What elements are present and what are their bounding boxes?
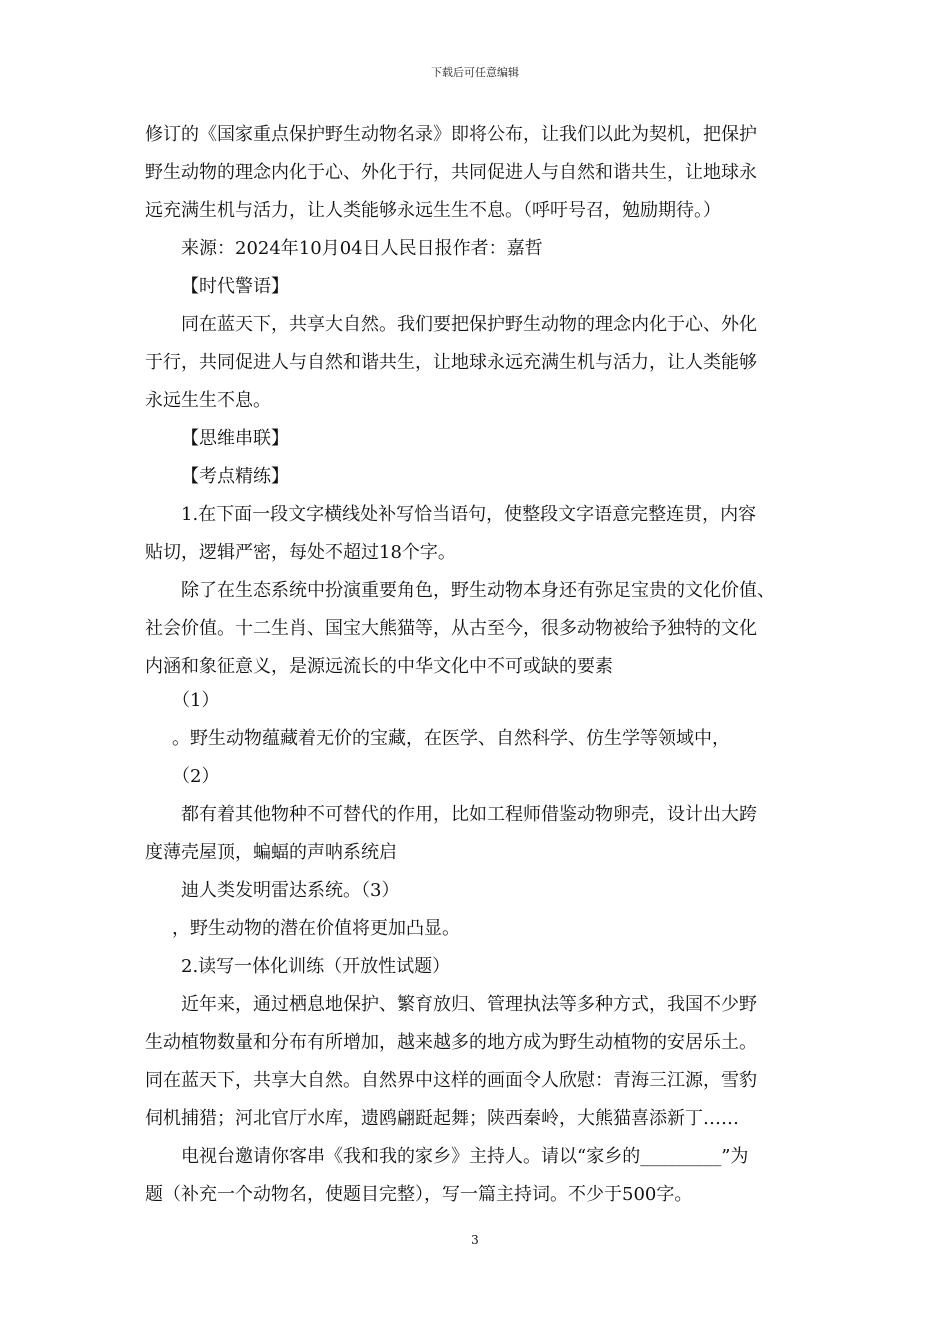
blank-marker: （2） (172, 766, 220, 787)
body-line: 野生动物的理念内化于心、外化于行，共同促进人与自然和谐共生，让地球永 (145, 162, 757, 183)
body-line: ，野生动物的潜在价值将更加凸显。 (172, 918, 460, 939)
page-header: 下载后可任意编辑 (431, 66, 519, 79)
body-line: 永远生生不息。 (145, 390, 271, 411)
body-line: 远充满生机与活力，让人类能够永远生生不息。（呼吁号召，勉励期待。） (145, 200, 721, 221)
body-line: 电视台邀请你客串《我和我的家乡》主持人。请以“家乡的_________”为 (181, 1146, 749, 1167)
body-line: 修订的《国家重点保护野生动物名录》即将公布，让我们以此为契机，把保护 (145, 124, 757, 145)
question-line: 贴切，逻辑严密，每处不超过18个字。 (145, 542, 456, 563)
question-line: 2.读写一体化训练（开放性试题） (181, 956, 451, 977)
body-line: 伺机捕猎；河北官厅水库，遗鸥翩跹起舞；陕西秦岭，大熊猫喜添新丁…… (145, 1108, 739, 1129)
section-heading: 【考点精练】 (181, 466, 289, 487)
body-line: 迪人类发明雷达系统。（3） (181, 880, 400, 901)
body-line: 题（补充一个动物名，使题目完整），写一篇主持词。不少于500字。 (145, 1184, 693, 1205)
body-line: 同在蓝天下，共享大自然。我们要把保护野生动物的理念内化于心、外化 (181, 314, 757, 335)
body-line: 内涵和象征意义，是源远流长的中华文化中不可或缺的要素 (145, 656, 613, 677)
source-line: 来源：2024年10月04日人民日报作者：嘉哲 (181, 238, 543, 259)
body-line: 都有着其他物种不可替代的作用，比如工程师借鉴动物卵壳，设计出大跨 (181, 804, 757, 825)
section-heading: 【思维串联】 (181, 428, 289, 449)
body-line: 于行，共同促进人与自然和谐共生，让地球永远充满生机与活力，让人类能够 (145, 352, 757, 373)
page-number: 3 (471, 1233, 479, 1247)
blank-marker: （1） (172, 690, 220, 711)
body-line: 除了在生态系统中扮演重要角色，野生动物本身还有弥足宝贵的文化价值、 (181, 580, 775, 601)
body-line: 生动植物数量和分布有所增加，越来越多的地方成为野生动植物的安居乐土。 (145, 1032, 757, 1053)
body-line: 度薄壳屋顶，蝙蝠的声呐系统启 (145, 842, 397, 863)
body-line: 同在蓝天下，共享大自然。自然界中这样的画面令人欣慰：青海三江源，雪豹 (145, 1070, 757, 1091)
body-line: 近年来，通过栖息地保护、繁育放归、管理执法等多种方式，我国不少野 (181, 994, 757, 1015)
body-line: 社会价值。十二生肖、国宝大熊猫等，从古至今，很多动物被给予独特的文化 (145, 618, 757, 639)
question-line: 1.在下面一段文字横线处补写恰当语句，使整段文字语意完整连贯，内容 (181, 504, 757, 525)
section-heading: 【时代警语】 (181, 276, 289, 297)
body-line: 。野生动物蕴藏着无价的宝藏，在医学、自然科学、仿生学等领域中， (172, 728, 730, 749)
